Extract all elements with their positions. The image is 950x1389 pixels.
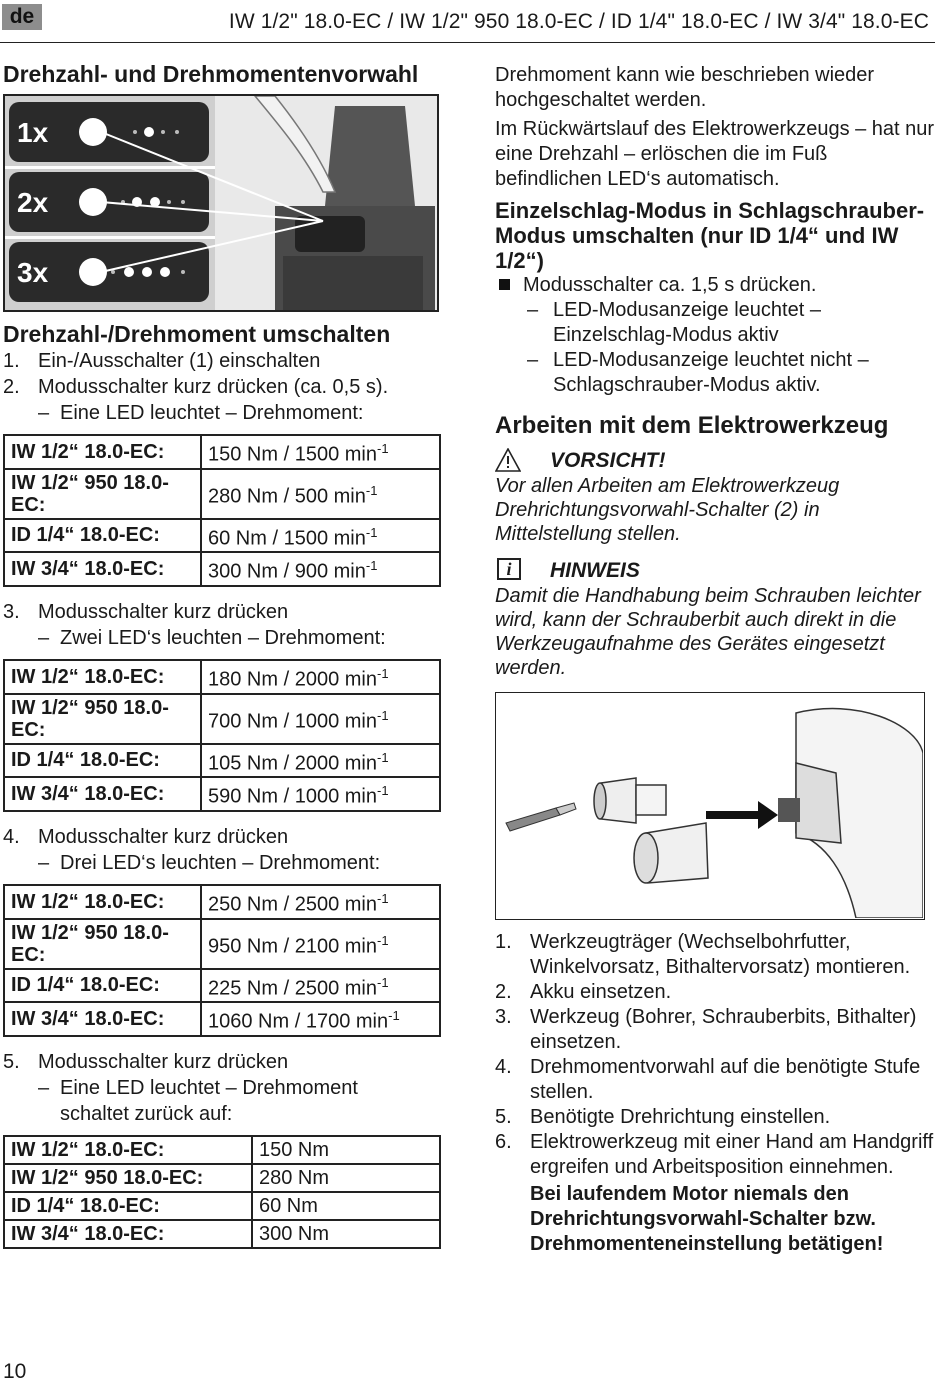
table-row: ID 1/4“ 18.0-EC: 225 Nm / 2500 $\min^{-1}$: [4, 969, 440, 1003]
motor-warning: Bei laufendem Motor niemals den Drehrichtungsvorwahl-Schalter bzw. Drehmomenteneinstellung betätigen!: [530, 1183, 884, 1255]
mode-switch-illustration: [5, 96, 437, 310]
figure-tool-insert: [495, 692, 925, 920]
table-row: IW 1/2“ 18.0-EC: 250 Nm / 2500 $\min^{-1}$: [4, 885, 440, 919]
sub-heading-switch: Drehzahl-/Drehmoment umschalten: [3, 321, 391, 347]
table-row: IW 1/2“ 950 18.0-EC: 950 Nm / 2100 $\min^{-1}$: [4, 919, 440, 969]
table-row: IW 1/2“ 950 18.0-EC: 700 Nm / 1000 $\min^{-1}$: [4, 694, 440, 744]
left-column: [3, 60, 443, 1261]
step-4: 4. Modusschalter kurz drücken: [3, 825, 289, 848]
page-number: 10: [3, 1360, 27, 1383]
table-row: IW 1/2“ 950 18.0-EC: 280 Nm / 500 $\min^{-1}$: [4, 469, 440, 519]
step-5-result-cont: schaltet zurück auf:: [60, 1102, 233, 1125]
torque-table-2: [3, 659, 441, 812]
table-row: IW 1/2“ 950 18.0-EC: 280 Nm: [4, 1164, 440, 1192]
info-icon: i: [497, 558, 521, 580]
tool-insert-illustration: [496, 693, 923, 918]
step-2-result: – Eine LED leuchtet – Drehmoment:: [3, 400, 443, 426]
table-row: IW 3/4“ 18.0-EC: 300 Nm: [4, 1220, 440, 1248]
usage-step-4: 4. Drehmomentvorwahl auf die benötigte Stufe stellen.: [495, 1056, 921, 1103]
label-1x: 1x: [17, 117, 49, 148]
figure-mode-switch: [3, 94, 439, 312]
sub-item-led-on: – LED-Modusanzeige leuchtet – Einzelschlag-Modus aktiv: [495, 298, 935, 348]
label-2x: 2x: [17, 187, 49, 218]
note-heading: i HINWEIS: [495, 558, 935, 584]
language-tag: de: [2, 4, 42, 30]
usage-step-2: 2. Akku einsetzen.: [495, 981, 672, 1003]
step-3-result: – Zwei LED‘s leuchten – Drehmoment:: [3, 625, 443, 651]
document-title: IW 1/2" 18.0-EC / IW 1/2" 950 18.0-EC / ID 1/4" 18.0-EC / IW 3/4" 18.0-EC: [228, 10, 929, 33]
table-row: IW 1/2“ 18.0-EC: 180 Nm / 2000 $\min^{-1}$: [4, 660, 440, 694]
caution-text: Vor allen Arbeiten am Elektrowerkzeug Drehrichtungsvorwahl-Schalter (2) in Mittelstellung stellen.: [495, 475, 840, 545]
usage-step-3: 3. Werkzeug (Bohrer, Schrauberbits, Bithalter) einsetzen.: [495, 1006, 917, 1053]
warning-triangle-icon: [495, 448, 521, 472]
step-2: 2. Modusschalter kurz drücken (ca. 0,5 s).: [3, 376, 389, 398]
section-heading-single-impact: Einzelschlag-Modus in Schlagschrauber-Modus umschalten (nur ID 1/4“ und IW 1/2“): [495, 198, 925, 273]
table-row: IW 3/4“ 18.0-EC: 300 Nm / 900 $\min^{-1}$: [4, 552, 440, 586]
table-row: ID 1/4“ 18.0-EC: 60 Nm: [4, 1192, 440, 1220]
table-row: IW 1/2“ 18.0-EC: 150 Nm / 1500 $\min^{-1}$: [4, 435, 440, 469]
bullet-mode-switch: Modusschalter ca. 1,5 s drücken.: [495, 273, 935, 298]
step-3: 3. Modusschalter kurz drücken: [3, 600, 289, 623]
table-row: IW 3/4“ 18.0-EC: 1060 Nm / 1700 $\min^{-1}$: [4, 1002, 440, 1036]
sub-item-led-off: – LED-Modusanzeige leuchtet nicht – Schlagschrauber-Modus aktiv.: [495, 348, 935, 398]
table-row: IW 1/2“ 18.0-EC: 150 Nm: [4, 1136, 440, 1164]
usage-steps: [495, 930, 935, 1257]
step-1: 1. Ein-/Ausschalter (1) einschalten: [3, 350, 321, 372]
right-column: [495, 63, 935, 1257]
table-row: IW 3/4“ 18.0-EC: 590 Nm / 1000 $\min^{-1}$: [4, 777, 440, 811]
section-heading-working: Arbeiten mit dem Elektrowerkzeug: [495, 412, 889, 439]
usage-step-6: 6. Elektrowerkzeug mit einer Hand am Handgriff ergreifen und Arbeitsposition einnehmen.: [495, 1131, 934, 1178]
step-5-result: – Eine LED leuchtet – Drehmoment: [3, 1075, 443, 1101]
table-row: ID 1/4“ 18.0-EC: 105 Nm / 2000 $\min^{-1}$: [4, 744, 440, 778]
step-4-result: – Drei LED‘s leuchten – Drehmoment:: [3, 850, 443, 876]
torque-table-1: [3, 434, 441, 587]
torque-table-4: [3, 1135, 441, 1249]
table-row: ID 1/4“ 18.0-EC: 60 Nm / 1500 $\min^{-1}$: [4, 519, 440, 553]
page-header: [0, 0, 935, 43]
paragraph-upshift: Drehmoment kann wie beschrieben wieder hochgeschaltet werden.: [495, 64, 875, 111]
torque-table-3: [3, 884, 441, 1037]
label-3x: 3x: [17, 257, 49, 288]
usage-step-5: 5. Benötigte Drehrichtung einstellen.: [495, 1106, 831, 1128]
step-5: 5. Modusschalter kurz drücken: [3, 1050, 289, 1073]
paragraph-reverse: Im Rückwärtslauf des Elektrowerkzeugs – hat nur eine Drehzahl – erlöschen die im Fuß befindlichen LED‘s automatisch.: [495, 118, 935, 190]
note-text: Damit die Handhabung beim Schrauben leichter wird, kann der Schrauberbit auch direkt in die Werkzeugaufnahme des Gerätes eingesetzt werden.: [495, 585, 921, 679]
section-heading-speed-torque: Drehzahl- und Drehmomentenvorwahl: [3, 61, 419, 87]
usage-step-1: 1. Werkzeugträger (Wechselbohrfutter, Winkelvorsatz, Bithaltervorsatz) montieren.: [495, 931, 911, 978]
caution-heading: VORSICHT!: [495, 448, 935, 474]
